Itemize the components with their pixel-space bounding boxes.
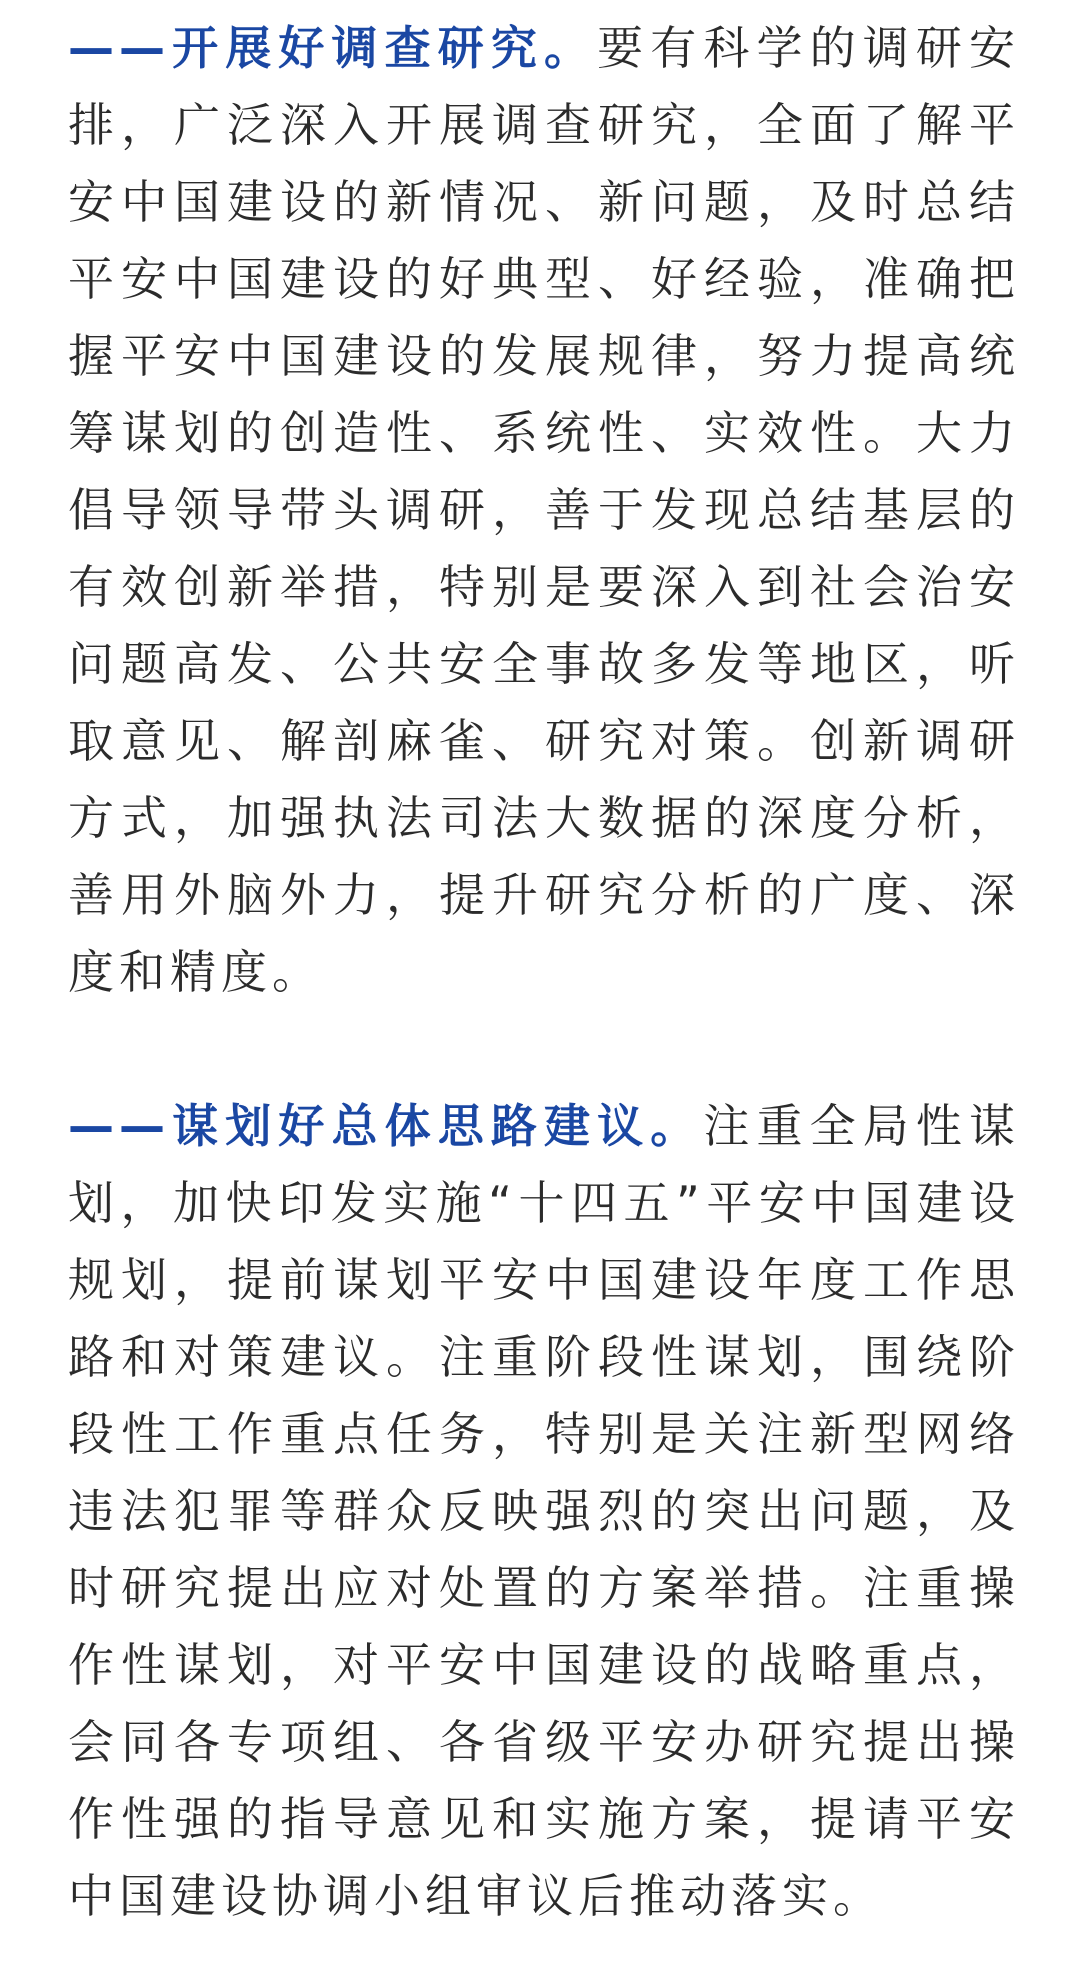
paragraph-planning: [68, 1088, 1020, 1935]
paragraph-research: [68, 10, 1020, 1011]
paragraph-heading: ——谋划好总体思路建议。: [68, 1099, 704, 1153]
paragraph-body: 注重全局性谋划，加快印发实施“十四五”平安中国建设规划，提前谋划平安中国建设年度工作思路和对策建议。注重阶段性谋划，围绕阶段性工作重点任务，特别是关注新型网络违法犯罪等群众反映强烈的突出问题，及时研究提出应对处置的方案举措。注重操作性谋划，对平安中国建设的战略重点，会同各专项组、各省级平安办研究提出操作性强的指导意见和实施方案，提请平安中国建设协调小组审议后推动落实。: [68, 1099, 1020, 1923]
paragraph-heading: ——开展好调查研究。: [68, 21, 598, 75]
paragraph-body: 要有科学的调研安排，广泛深入开展调查研究，全面了解平安中国建设的新情况、新问题，及时总结平安中国建设的好典型、好经验，准确把握平安中国建设的发展规律，努力提高统筹谋划的创造性、系统性、实效性。大力倡导领导带头调研，善于发现总结基层的有效创新举措，特别是要深入到社会治安问题高发、公共安全事故多发等地区，听取意见、解剖麻雀、研究对策。创新调研方式，加强执法司法大数据的深度分析，善用外脑外力，提升研究分析的广度、深度和精度。: [68, 21, 1020, 999]
